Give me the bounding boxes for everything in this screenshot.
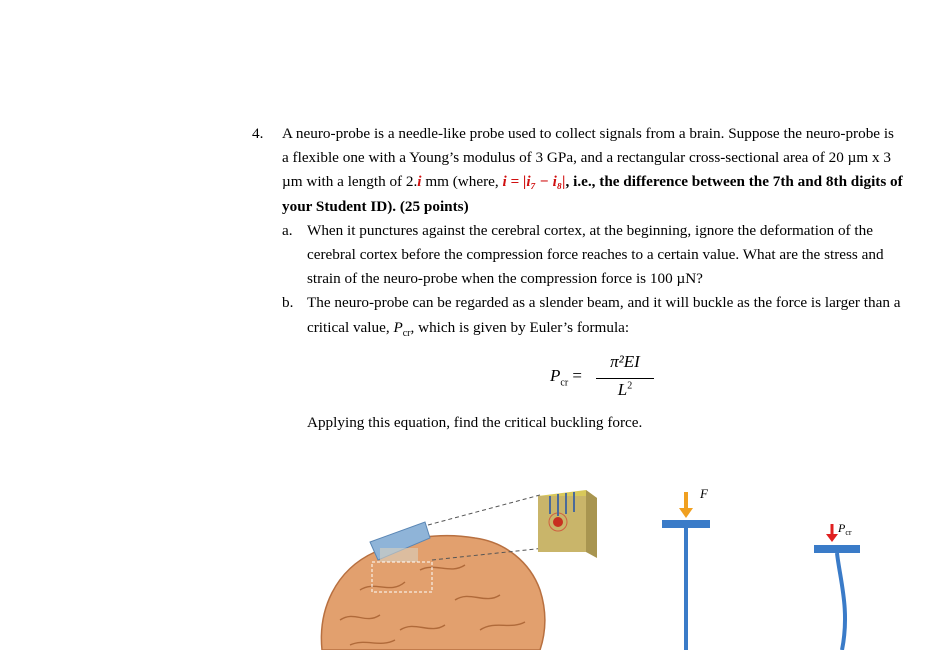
- force-arrow-f: [679, 492, 693, 518]
- sub-letter-a: a.: [282, 221, 293, 239]
- apply-instruction: Applying this equation, find the critical buckling force.: [307, 414, 643, 431]
- label-pcr: $P_{cr}$: [838, 521, 852, 537]
- formula-numerator: π²EI: [610, 352, 640, 371]
- straight-beam: [662, 520, 710, 650]
- question-intro: A neuro-probe is a needle-like probe used to collect signals from a brain. Suppose the neuro-probe is a flexible one with a Young’s modulus of 3 GPa, and a rectangular cross-sectional area of 20 µm x 3 µm with a length of 2.i mm (where, i = |i₇ − i₈|, i.e., the difference between the 7th and 8th digits of your Student ID). (25 points): [282, 125, 903, 215]
- tissue-inset: [538, 490, 597, 558]
- buckled-beam: [814, 545, 860, 650]
- figure: [0, 470, 926, 650]
- sub-text-a: When it punctures against the cerebral cortex, at the beginning, ignore the deformation of the cerebral cortex before the compression force reaches to a certain value. What are the stress and strain of the neuro-probe when the compression force is 100 µN?: [307, 221, 884, 288]
- fraction-bar: [596, 378, 654, 379]
- force-arrow-pcr: [826, 524, 838, 542]
- zoom-line-top: [428, 495, 540, 525]
- formula-lhs: $P_{cr}$ =: [550, 366, 583, 389]
- label-f: F: [700, 486, 708, 501]
- brain-illustration: [321, 522, 545, 650]
- sub-letter-b: b.: [282, 294, 294, 312]
- sub-question-b: b. The neuro-probe can be regarded as a slender beam, and it will buckle as the force is larger than a critical value, $P_{cr}$, which is given by Euler’s formula:: [282, 291, 904, 345]
- formula-denominator: $L^2$: [617, 380, 633, 399]
- question-4: [252, 122, 904, 346]
- sub-question-a: [282, 219, 904, 292]
- question-number: 4.: [252, 125, 264, 142]
